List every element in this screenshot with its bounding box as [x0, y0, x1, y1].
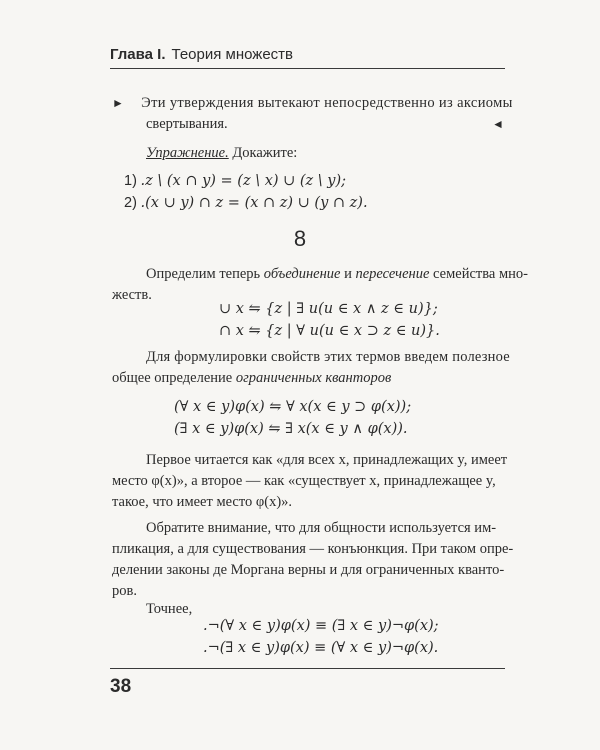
exercise-prompt: Докажите: [232, 145, 298, 161]
para1-text: Определим теперь [146, 266, 261, 282]
exercise-heading [146, 143, 297, 164]
para1-text: и [344, 266, 352, 282]
exercise-item-2 [124, 193, 368, 214]
exercise-item-1 [124, 171, 346, 192]
proof-end-marker: ◄ [492, 117, 504, 131]
para1-line-2: жеств. [112, 287, 152, 303]
exercise-item-num: 1) [124, 173, 137, 189]
para1-line-1 [146, 264, 528, 285]
para4-line-2: пликация, а для существования — конъюнкция. При таком опре- [112, 541, 514, 557]
term-intersection: пересечение [355, 266, 430, 282]
intro-text-1: Эти утверждения вытекают непосредственно из аксиомы [141, 95, 513, 111]
para3-line-2: место φ(x)», а второе — как «существует x, принадлежащее y, [112, 473, 496, 489]
intersection-definition: ∩ x ⇋ {z | ∀ u(u ∈ x ⊃ z ∈ u)}. [219, 323, 440, 339]
union-definition: ∪ x ⇋ {z | ∃ u(u ∈ x ∧ z ∈ u)}; [219, 301, 438, 317]
forall-bounded-definition: (∀ x ∈ y)φ(x) ⇋ ∀ x(x ∈ y ⊃ φ(x)); [174, 399, 412, 415]
exercise-label: Упражнение. [146, 145, 229, 161]
para2-line-2 [112, 368, 391, 389]
para3-line-3: такое, что имеет место φ(x)». [112, 494, 293, 510]
para5-line-1: Точнее, [146, 601, 193, 617]
header-rule [110, 68, 505, 69]
term-union: объединение [263, 266, 341, 282]
para2-line-1: Для формулировки свойств этих термов введем полезное [146, 349, 510, 365]
para2-text: общее определение [112, 370, 233, 386]
intro-text-2: свертывания. [146, 116, 228, 132]
footer-rule [110, 668, 505, 669]
section-number: 8 [293, 226, 307, 251]
chapter-label: Глава I. [110, 46, 166, 63]
chapter-title: Теория множеств [171, 46, 294, 63]
intro-line-1 [112, 93, 513, 114]
proof-start-marker: ► [112, 96, 124, 110]
exercise-item-num: 2) [124, 195, 137, 211]
para1-text: семейства мно- [433, 266, 528, 282]
running-header [110, 46, 510, 63]
para4-line-1: Обратите внимание, что для общности используется им- [146, 520, 497, 536]
term-bounded-quantifiers: ограниченных кванторов [235, 370, 392, 386]
page-number: 38 [110, 676, 132, 697]
exists-bounded-definition: (∃ x ∈ y)φ(x) ⇋ ∃ x(x ∈ y ∧ φ(x)). [174, 421, 408, 437]
de-morgan-formula-2: .¬(∃ x ∈ y)φ(x) ≡ (∀ x ∈ y)¬φ(x). [203, 640, 439, 656]
para4-line-3: делении законы де Моргана верны и для ограниченных кванто- [112, 562, 505, 578]
exercise-formula: .(x ∪ y) ∩ z = (x ∩ z) ∪ (y ∩ z). [140, 195, 368, 211]
exercise-formula: .z \ (x ∩ y) = (z \ x) ∪ (z \ y); [140, 173, 347, 189]
para4-line-4: ров. [112, 583, 137, 599]
para3-line-1: Первое читается как «для всех x, принадлежащих y, имеет [146, 452, 508, 468]
de-morgan-formula-1: .¬(∀ x ∈ y)φ(x) ≡ (∃ x ∈ y)¬φ(x); [203, 618, 439, 634]
